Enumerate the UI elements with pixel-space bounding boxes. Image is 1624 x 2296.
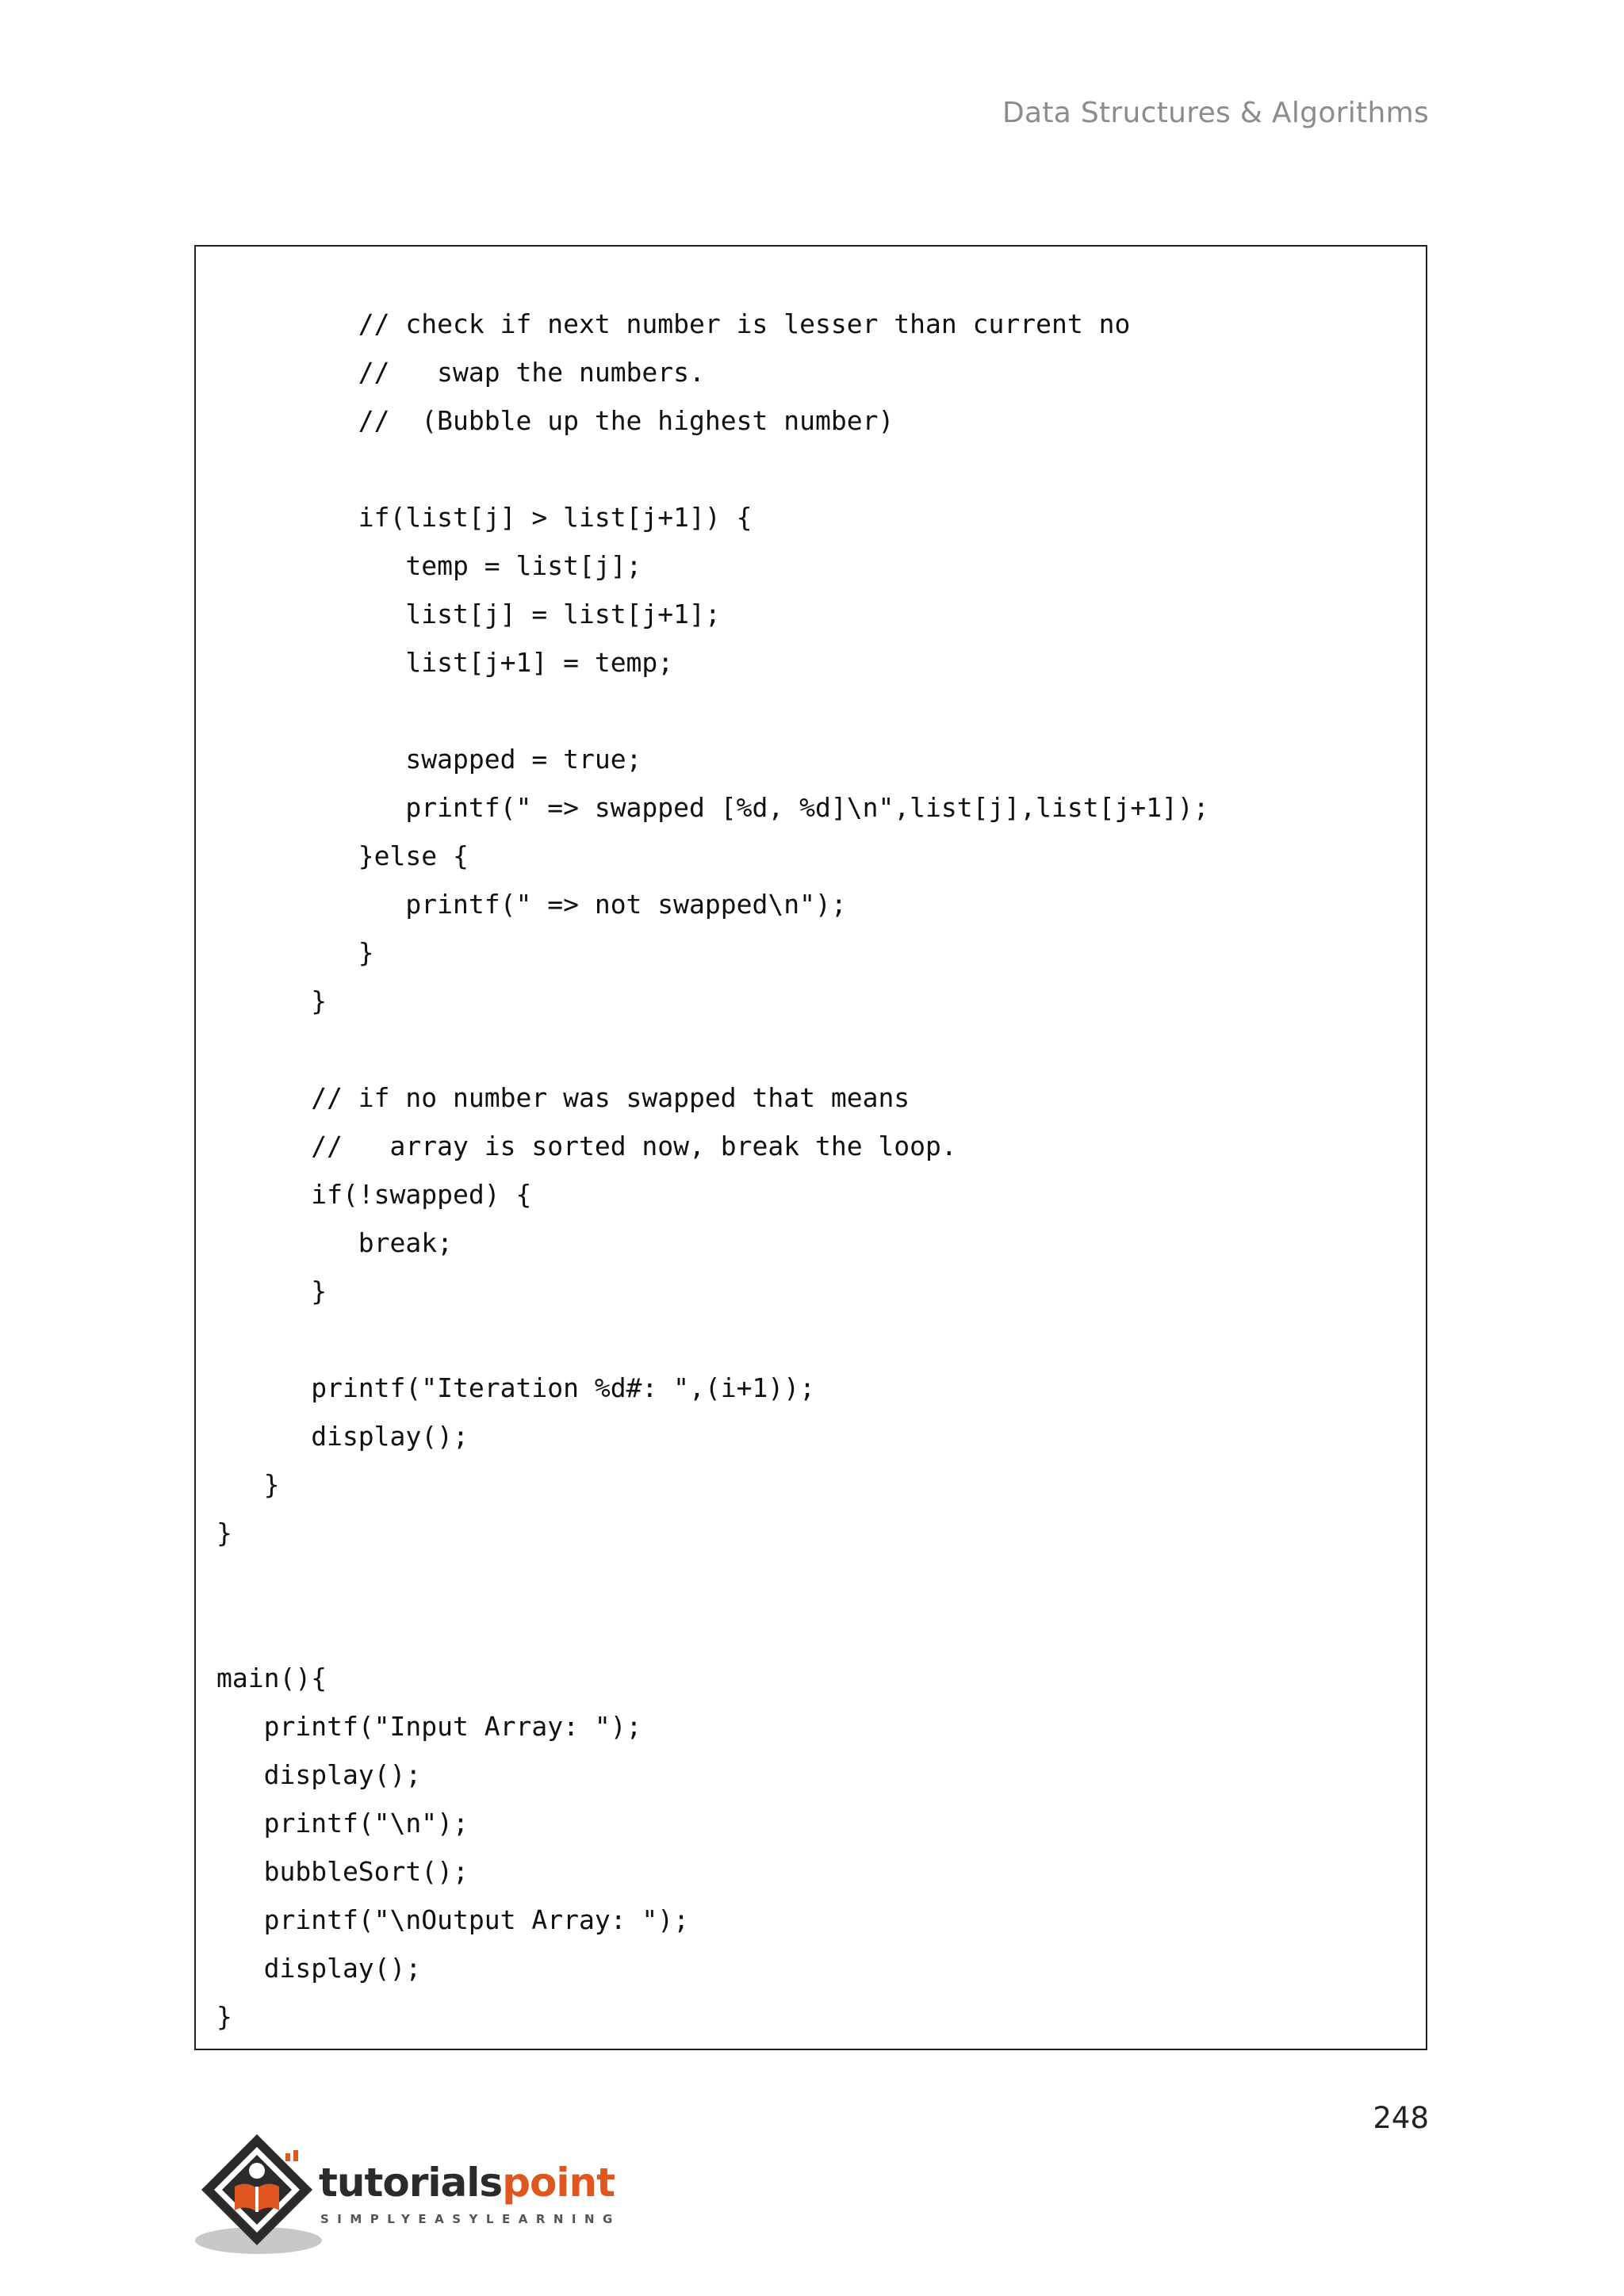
code-line: // swap the numbers. xyxy=(216,357,705,388)
code-line xyxy=(216,1025,1209,1073)
code-line: // check if next number is lesser than current no xyxy=(216,308,1131,339)
code-block xyxy=(194,245,1427,2050)
code-line: break; xyxy=(216,1227,454,1258)
code-line xyxy=(216,687,1209,735)
code-line: display(); xyxy=(216,1953,422,1984)
page-header-title: Data Structures & Algorithms xyxy=(1002,97,1429,129)
code-line: } xyxy=(216,1276,327,1307)
logo-wordmark-part1: tutorials xyxy=(319,2160,503,2206)
code-line: // if no number was swapped that means xyxy=(216,1082,910,1113)
code-line: } xyxy=(216,2001,232,2032)
page-number: 248 xyxy=(1373,2101,1429,2135)
code-line: temp = list[j]; xyxy=(216,550,642,581)
code-line: } xyxy=(216,937,374,968)
code-line: printf("Iteration %d#: ",(i+1)); xyxy=(216,1372,815,1403)
code-line: list[j+1] = temp; xyxy=(216,647,674,678)
logo-wordmark-part2: point xyxy=(502,2160,615,2206)
code-line: display(); xyxy=(216,1421,469,1452)
logo-tagline: SIMPLYEASYLEARNING xyxy=(320,2212,621,2226)
code-line xyxy=(216,445,1209,493)
logo-wordmark xyxy=(319,2160,615,2206)
code-line: if(list[j] > list[j+1]) { xyxy=(216,502,753,533)
code-line xyxy=(216,1557,1209,1605)
code-line: printf(" => swapped [%d, %d]\n",list[j],list[j+1]); xyxy=(216,792,1209,823)
code-line xyxy=(216,1605,1209,1654)
code-line: } xyxy=(216,1517,232,1548)
code-line: printf(" => not swapped\n"); xyxy=(216,889,847,920)
code-line: printf("\nOutput Array: "); xyxy=(216,1904,690,1935)
code-line xyxy=(216,1315,1209,1364)
code-line: printf("\n"); xyxy=(216,1808,469,1839)
code-line: main(){ xyxy=(216,1663,327,1693)
code-line: } xyxy=(216,1469,280,1500)
code-line: if(!swapped) { xyxy=(216,1179,532,1210)
tutorialspoint-logo xyxy=(193,2130,638,2264)
code-line: swapped = true; xyxy=(216,744,642,775)
code-listing xyxy=(216,300,1209,2041)
code-line: bubbleSort(); xyxy=(216,1856,469,1887)
code-line: // array is sorted now, break the loop. xyxy=(216,1131,957,1161)
code-line: }else { xyxy=(216,840,469,871)
code-line: printf("Input Array: "); xyxy=(216,1711,642,1742)
code-line: list[j] = list[j+1]; xyxy=(216,599,721,629)
code-line: // (Bubble up the highest number) xyxy=(216,405,894,436)
code-line: display(); xyxy=(216,1759,422,1790)
code-line: } xyxy=(216,985,327,1016)
